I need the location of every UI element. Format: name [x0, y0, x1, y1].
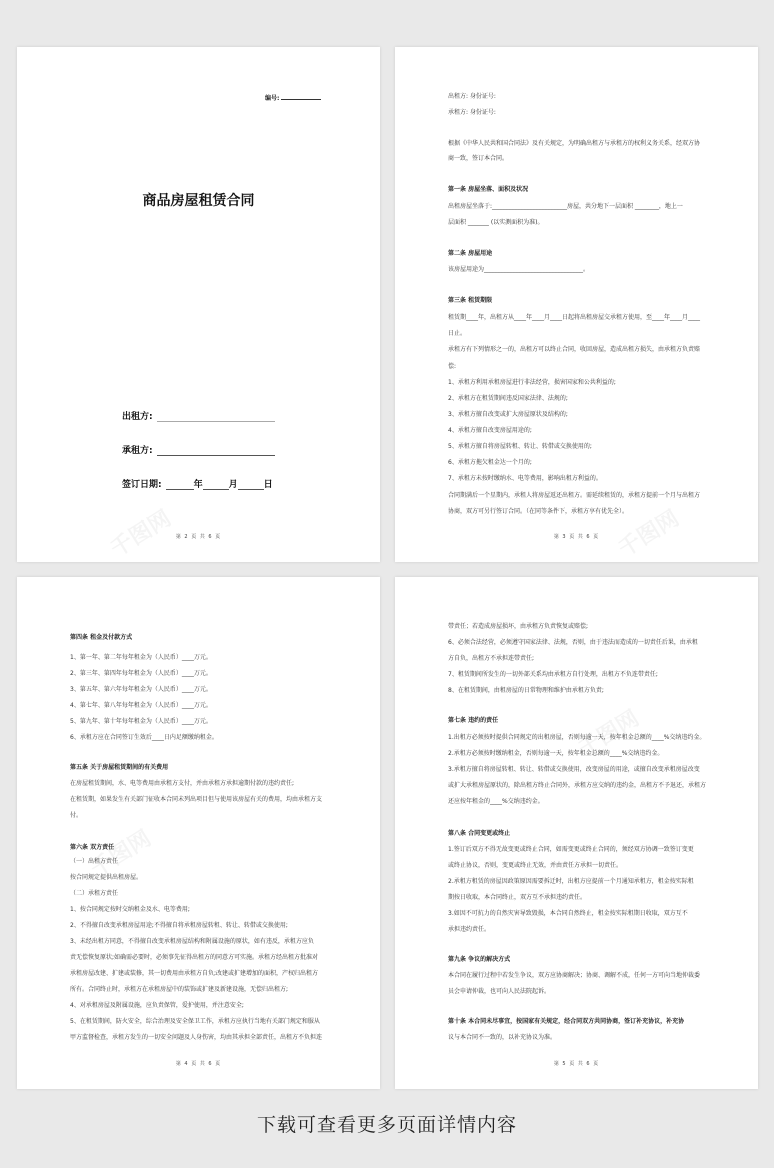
body-text-line: 甲方监督检查，承租方发生的一切安全问题及人身伤害，均由其承担全部责任，出租方不负担连: [70, 1034, 323, 1041]
sign-date-line: [122, 477, 273, 490]
body-text-line: 承租方: 身份证号:: [448, 109, 496, 116]
body-text-line: 2.承租方必须按时缴纳租金，否则每逾一天，按年租金总额的____%交纳违约金。: [448, 750, 664, 757]
contract-number-field: [265, 93, 321, 102]
body-text-line: 合同期满后一个星期内，承租人将房屋返还出租方。需延续租赁的，承租方提前一个月与出租方: [448, 492, 701, 499]
body-text-line: 1.出租方必须按时提供合同规定的出租房屋，否则每逾一天，按年租金总额的____%交纳违约金。: [448, 734, 706, 741]
body-text-line: 员会申请仲裁，也可向人民法院起诉。: [448, 988, 551, 995]
body-text-line: 偿:: [448, 363, 457, 370]
body-text-line: 出租方: 身份证号:: [448, 93, 496, 100]
body-text-line: 5、承租方擅自将房屋转租、转让、转借或交换使用的;: [448, 443, 592, 450]
body-text-line: 日止。: [448, 330, 467, 337]
body-text-line: 或扩大承租房屋原状的，除出租方终止合同外，承租方应交纳的违约金，出租方不予退还，承租方: [448, 782, 707, 789]
page-footer: 第 5 页 共 6 页: [553, 1061, 600, 1067]
download-caption: 下载可查看更多页面详情内容: [256, 1114, 517, 1136]
body-text-line: 还应按年租金的____%交纳违约金。: [448, 798, 544, 805]
body-text-line: （一）出租方责任: [70, 858, 119, 865]
body-text-line: 1、第一年、第二年每年租金为（人民币）____万元。: [70, 654, 212, 661]
page-footer: 第 3 页 共 6 页: [553, 534, 600, 540]
contract-page-5: [395, 577, 758, 1089]
body-text-line: 第四条 租金及付款方式: [70, 634, 133, 641]
lessor-label: 出租方:: [122, 412, 153, 422]
body-text-line: 带责任；若造成房屋损坏，由承租方负责恢复或赔偿;: [448, 623, 589, 630]
body-text-line: 第五条 关于房屋租赁期间的有关费用: [70, 764, 169, 771]
body-text-line: 2、承租方在租赁期间违反国家法律、法规的;: [448, 395, 568, 402]
body-text-line: 该房屋用途为_________________________________。: [448, 266, 590, 273]
body-text-line: 议与本合同不一致的，以补充协议为准。: [448, 1034, 557, 1041]
body-text-line: 6、承租方应在合同签订生效后____日内足额缴纳租金。: [70, 734, 218, 741]
sign-date-label: 签订日期:: [122, 480, 162, 490]
body-text-line: 所有。合同终止时，承租方在承租房屋中的装饰或扩建及新建设施，无偿归出租方;: [70, 986, 289, 993]
body-text-line: 7、承租方未按时缴纳水、电等费用，影响出租方利益的。: [448, 475, 602, 482]
body-text-line: 承担违约责任。: [448, 926, 491, 933]
body-text-line: 付。: [70, 812, 83, 819]
body-text-line: 5、在租赁期间，防火安全，综合治理及安全保卫工作，承租方应执行当地有关部门规定和服从: [70, 1018, 320, 1025]
body-text-line: 4、对承租房屋及附属设施，应负责保管，爱护使用，并注意安全;: [70, 1002, 244, 1009]
body-text-line: 6、承租方拖欠租金达一个月的;: [448, 459, 532, 466]
body-text-line: 责无偿恢复原状;如确需必要时，必须事先征得出租方的同意方可实施。承租方经出租方批准对: [70, 954, 319, 961]
body-text-line: 出租房屋坐落于:_________________________房屋，共分地下一层面积 ________，地上一: [448, 203, 683, 210]
body-text-line: 6、必须合法经营，必须遵守国家法律、法规，否则，由于违法而造成的一切责任后果，由承租: [448, 639, 698, 646]
page-footer: 第 4 页 共 6 页: [175, 1061, 222, 1067]
body-text-line: 在租赁期，如果发生有关部门征收本合同未列出项目但与使用该房屋有关的费用，均由承租方支: [70, 796, 323, 803]
body-text-line: 1、按合同规定按时交纳租金及水、电等费用;: [70, 906, 190, 913]
body-text-line: 5、第九年、第十年每年租金为（人民币）____万元。: [70, 718, 212, 725]
body-text-line: 2.承租方租赁的房屋因政策原因需要拆迁时，出租方应提前一个月通知承租方，租金按实际租: [448, 878, 694, 885]
document-title: 商品房屋租赁合同: [142, 193, 255, 209]
body-text-line: 方自负，出租方不承担连带责任;: [448, 655, 535, 662]
body-text-line: 或终止协议，否则，变更或终止无效，并由责任方承担一切责任。: [448, 862, 623, 869]
body-text-line: 第三条 租赁期限: [448, 297, 493, 304]
body-text-line: 4、第七年、第八年每年租金为（人民币）____万元。: [70, 702, 212, 709]
body-text-line: 商一致，签订本合同。: [448, 155, 509, 162]
contract-page-4: [17, 577, 380, 1089]
body-text-line: 3、未经出租方同意，不得擅自改变承租房屋结构和附属设施的原状，如有违反，承租方应负: [70, 938, 314, 945]
year-label: 年: [193, 480, 203, 490]
body-text-line: 租赁期____年，出租方从____年____月____日起将出租房屋交承租方使用，至____年____月____: [448, 314, 701, 321]
body-text-line: 第一条 房屋坐落、面积及状况: [448, 186, 529, 193]
body-text-line: 层面积 _______ (以实测面积为准)。: [448, 219, 544, 226]
body-text-line: 3.如因不可抗力的自然灾害导致毁损，本合同自然终止，租金按实际租期日收取，双方互不: [448, 910, 688, 917]
lessee-label: 承租方:: [122, 446, 153, 456]
day-label: 日: [263, 480, 273, 490]
body-text-line: 在房屋租赁期间，水、电等费用由承租方支付，并由承租方承担逾期付款的违约责任;: [70, 780, 295, 787]
body-text-line: 第二条 房屋用途: [448, 250, 493, 257]
body-text-line: 2、不得擅自改变承租房屋用途;不得擅自将承租房屋转租、转让、转借或交换使用;: [70, 922, 288, 929]
body-text-line: 第八条 合同变更或终止: [448, 830, 511, 837]
month-label: 月: [228, 480, 238, 490]
page-footer: 第 2 页 共 6 页: [175, 534, 222, 540]
watermark: [104, 502, 176, 562]
body-text-line: 第十条 本合同未尽事宜，按国家有关规定，经合同双方共同协商，签订补充协议，补充协: [448, 1018, 685, 1025]
body-text-line: 按合同规定提供出租房屋。: [70, 874, 143, 881]
body-text-line: 第九条 争议的解决方式: [448, 956, 511, 963]
contract-cover-page: [17, 47, 380, 562]
body-text-line: （二）承租方责任: [70, 890, 119, 897]
body-text-line: 期按日收取，本合同终止，双方互不承担违约责任。: [448, 894, 587, 901]
contract-number-label: 编号:: [265, 95, 280, 102]
body-text-line: 7、租赁期间所发生的一切外部关系均由承租方自行处理，出租方不负连带责任;: [448, 671, 658, 678]
body-text-line: 1、承租方利用承租房屋进行非法经营，损害国家和公共利益的;: [448, 379, 616, 386]
body-text-line: 承租方有下列情形之一的，出租方可以终止合同，收回房屋，造成出租方损失，由承租方负责赔: [448, 346, 701, 353]
body-text-line: 根据《中华人民共和国合同法》及有关规定，为明确出租方与承租方的权利义务关系，经双方协: [448, 140, 701, 147]
body-text-line: 2、第三年、第四年每年租金为（人民币）____万元。: [70, 670, 212, 677]
body-text-line: 3、承租方擅自改变或扩大房屋原状及结构的;: [448, 411, 568, 418]
lessor-signature-line: [122, 409, 275, 422]
body-text-line: 第六条 双方责任: [70, 844, 115, 851]
body-text-line: 承租房屋改建、扩建或装修，其一切费用由承租方自负;改建或扩建增加的面积，产权归出租方: [70, 970, 319, 977]
body-text-line: 协商，双方可另行签订合同。（在同等条件下，承租方享有优先全）。: [448, 508, 629, 515]
body-text-line: 4、承租方擅自改变房屋用途的;: [448, 427, 532, 434]
body-text-line: 3.承租方擅自将房屋转租、转让、转借或交换使用，改变房屋的用途，或擅自改变承租房屋改变: [448, 766, 700, 773]
body-text-line: 8、在租赁期间，由租房屋的日常物理和维护由承租方负责;: [448, 687, 604, 694]
body-text-line: 3、第五年、第六年每年租金为（人民币）____万元。: [70, 686, 212, 693]
body-text-line: 本合同在履行过程中若发生争议，双方应协商解决；协商、调解不成，任何一方可向当地仲裁委: [448, 972, 701, 979]
contract-page-3: [395, 47, 758, 562]
body-text-line: 1.签订后双方不得无故变更或终止合同，如需变更或终止合同的，须经双方协调一致签订变更: [448, 846, 694, 853]
lessee-signature-line: [122, 443, 275, 456]
body-text-line: 第七条 违约的责任: [448, 717, 499, 724]
